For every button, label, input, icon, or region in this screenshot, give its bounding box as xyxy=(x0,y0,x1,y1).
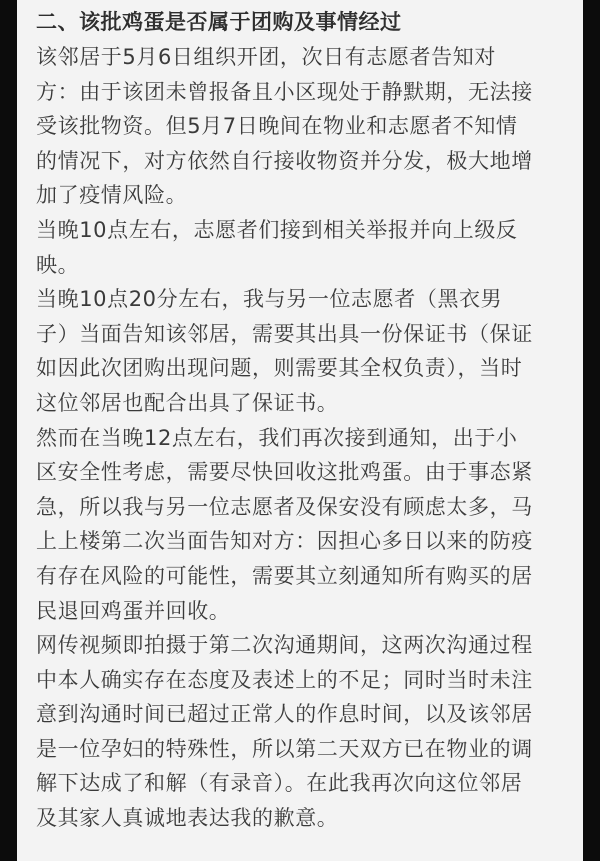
paragraph-line: 区安全性考虑，需要尽快回收这批鸡蛋。由于事态紧 xyxy=(36,460,533,485)
paragraph-line: 急，所以我与另一位志愿者及保安没有顾虑太多，马 xyxy=(36,494,533,519)
paragraph-line: 如因此次团购出现问题，则需要其全权负责），当时 xyxy=(36,356,523,381)
paragraph-line: 加了疫情风险。 xyxy=(36,183,188,208)
paragraph-line: 当晚10点左右，志愿者们接到相关举报并向上级反 xyxy=(36,217,518,242)
paragraph-line: 的情况下，对方依然自行接收物资并分发，极大地增 xyxy=(36,148,533,173)
paragraph-midnight-recall xyxy=(36,421,568,629)
article-page xyxy=(17,0,584,861)
paragraph-line: 受该批物资。但5月7日晚间在物业和志愿者不知情 xyxy=(36,114,518,139)
paragraph-line: 解下达成了和解（有录音）。在此我再次向这位邻居 xyxy=(36,771,523,796)
paragraph-line: 及其家人真诚地表达我的歉意。 xyxy=(36,806,339,831)
paragraph-line: 当晚10点20分左右，我与另一位志愿者（黑衣男 xyxy=(36,287,503,312)
section-heading: 二、该批鸡蛋是否属于团购及事情经过 xyxy=(36,10,402,34)
paragraph-group-buy-background xyxy=(36,40,568,213)
paragraph-line: 中本人确实存在态度及表述上的不足；同时当时未注 xyxy=(36,667,533,692)
paragraph-line: 意到沟通时间已超过正常人的作息时间，以及该邻居 xyxy=(36,702,533,727)
paragraph-line: 映。 xyxy=(36,252,80,277)
paragraph-line: 这位邻居也配合出具了保证书。 xyxy=(36,390,339,415)
paragraph-line: 网传视频即拍摄于第二次沟通期间，这两次沟通过程 xyxy=(36,633,533,658)
paragraph-line: 是一位孕妇的特殊性，所以第二天双方已在物业的调 xyxy=(36,736,533,761)
right-dark-border xyxy=(583,0,600,861)
paragraph-line: 然而在当晚12点左右，我们再次接到通知，出于小 xyxy=(36,425,518,450)
paragraph-line: 民退回鸡蛋并回收。 xyxy=(36,598,231,623)
paragraph-report-at-ten xyxy=(36,213,568,282)
paragraph-line: 子）当面告知该邻居，需要其出具一份保证书（保证 xyxy=(36,321,533,346)
paragraph-line: 该邻居于5月6日组织开团，次日有志愿者告知对 xyxy=(36,45,496,69)
paragraph-line: 有存在风险的可能性，需要其立刻通知所有购买的居 xyxy=(36,563,533,588)
paragraph-line: 方：由于该团未曾报备且小区现处于静默期，无法接 xyxy=(36,79,533,104)
paragraph-line: 上上楼第二次当面告知对方：因担心多日以来的防疫 xyxy=(36,529,533,554)
paragraph-guarantee-letter xyxy=(36,282,568,420)
paragraph-apology xyxy=(36,628,568,836)
